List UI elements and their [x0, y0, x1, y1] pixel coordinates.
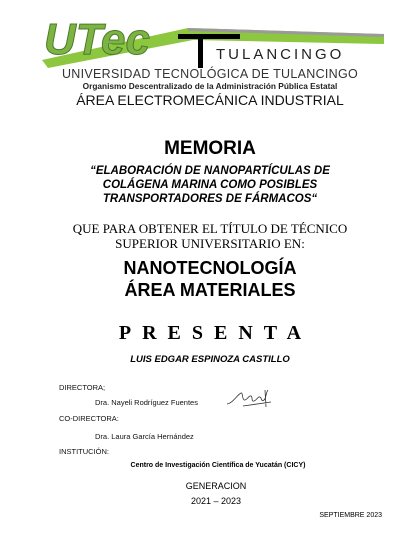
- project-title: “ELABORACIÓN DE NANOPARTÍCULAS DE COLÁGENA MARINA COMO POSIBLES TRANSPORTADORES DE FÁRMACOS“: [90, 165, 330, 205]
- obtain-line-1: QUE PARA OBTENER EL TÍTULO DE TÉCNICO: [72, 221, 348, 236]
- generation-label: GENERACION: [185, 481, 247, 491]
- logo-city: TULANCINGO: [216, 46, 345, 63]
- institution-name: Centro de Investigación Científica de Yucatán (CICY): [130, 462, 306, 469]
- codirector-label: CO-DIRECTORA:: [59, 414, 119, 423]
- university-name: UNIVERSIDAD TECNOLÓGICA DE TULANCINGO: [61, 67, 359, 81]
- organism-subtitle: Organismo Descentralizado de la Administración Pública Estatal: [82, 81, 338, 91]
- signature: [225, 387, 275, 409]
- logo-text: UTec: [44, 15, 150, 64]
- document-type: MEMORIA: [164, 138, 256, 159]
- institution-label: INSTITUCIÓN:: [59, 447, 109, 456]
- logo-t-bar: [178, 34, 240, 39]
- generation-years: 2021 – 2023: [190, 496, 242, 506]
- university-logo: [38, 14, 384, 72]
- presenta-heading: PRESENTA: [118, 322, 313, 344]
- degree-title: [0, 257, 420, 301]
- area-title: ÁREA ELECTROMECÁNICA INDUSTRIAL: [76, 92, 344, 108]
- obtain-statement: [60, 221, 360, 251]
- document-date: SEPTIEMBRE 2023: [319, 512, 382, 519]
- generation-block: [0, 479, 420, 509]
- author-name: LUIS EDGAR ESPINOZA CASTILLO: [130, 354, 290, 365]
- degree-line-1: NANOTECNOLOGÍA: [123, 258, 297, 278]
- director-name: Dra. Nayeli Rodríguez Fuentes: [95, 398, 198, 407]
- degree-line-2: ÁREA MATERIALES: [124, 280, 296, 300]
- obtain-line-2: SUPERIOR UNIVERSITARIO EN:: [115, 236, 305, 251]
- director-label: DIRECTORA;: [59, 383, 106, 392]
- codirector-name: Dra. Laura García Hernández: [95, 432, 194, 441]
- logo-t-stem: [198, 34, 203, 68]
